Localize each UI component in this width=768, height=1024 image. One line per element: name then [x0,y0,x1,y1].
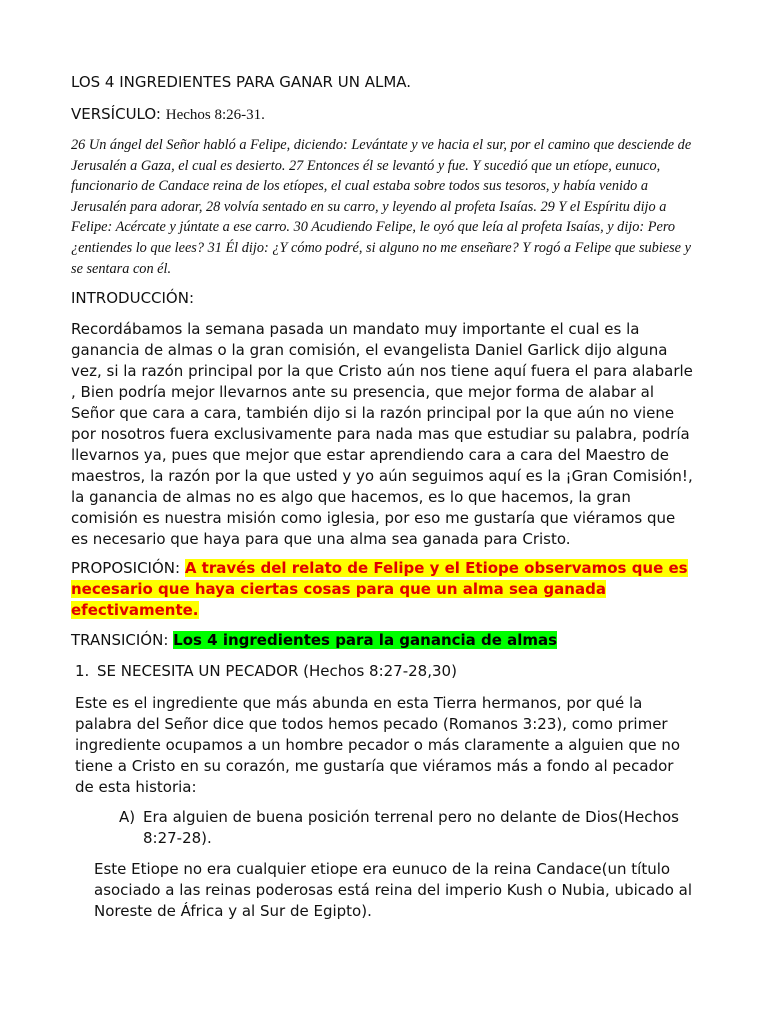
document-title: LOS 4 INGREDIENTES PARA GANAR UN ALMA. [71,73,412,91]
verse-text: 26 Un ángel del Señor habló a Felipe, diciendo: Levántate y ve hacia el sur, por el camino que desciende de Jerusalén a Gaza, el cual es desierto. 27 Entonces él se levantó y fue. Y sucedió que un etíope, eunuco, funcionario de Candace reina de los etíopes, el cual estaba sobre todos sus tesoros, y había venido a Jerusalén para adorar, 28 volvía sentado en su carro, y leyendo al profeta Isaías. 29 Y el Espíritu dijo a Felipe: Acércate y júntate a ese carro. 30 Acudiendo Felipe, le oyó que leía al profeta Isaías, y dijo: Pero ¿entiendes lo que lees? 31 Él dijo: ¿Y cómo podré, si alguno no me enseñare? Y rogó a Felipe que subiese y se sentara con él. [71,137,692,277]
proposition-highlight: A través del relato de Felipe y el Etiope observamos que es necesario que haya ciertas cosas para que un alma sea ganada efectivamente. [71,559,688,619]
introduction-heading: INTRODUCCIÓN: [71,289,195,307]
sub-point-a-text: Era alguien de buena posición terrenal pero no delante de Dios(Hechos 8:27-28). [143,808,679,847]
introduction-paragraph: Recordábamos la semana pasada un mandato muy importante el cual es la ganancia de almas o la gran comisión, el evangelista Daniel Garlick dijo alguna vez, si la razón principal por la que Cristo aún nos tiene aquí fuera el para alabarle , Bien podría mejor llevarnos ante su presencia, que mejor forma de alabar al Señor que cara a cara, también dijo si la razón principal por la que aún no viene por nosotros fuera exclusivamente para nada mas que estudiar su palabra, podría llevarnos ya, pues que mejor que estar aprendiendo cara a cara del Maestro de maestros, la razón por la que usted y yo aún seguimos aquí es la ¡Gran Comisión!, la ganancia de almas no es algo que hacemos, es lo que hacemos, la gran comisión es nuestra misión como iglesia, por eso me gustaría que viéramos que es necesario que haya para que una alma sea ganada para Cristo. [71,320,693,548]
proposition-line [71,558,697,621]
verse-reference-line [71,104,697,126]
transition-highlight: Los 4 ingredientes para la ganancia de almas [173,631,558,649]
versiculo-label: VERSÍCULO: [71,105,161,123]
versiculo-reference: Hechos 8:26-31. [165,107,265,123]
sub-point-a-label: A) [119,808,136,826]
point1-title: SE NECESITA UN PECADOR (Hechos 8:27-28,30) [97,662,457,680]
point1-paragraph: Este es el ingrediente que más abunda en esta Tierra hermanos, por qué la palabra del Señor dice que todos hemos pecado (Romanos 3:23), como primer ingrediente ocupamos a un hombre pecador o más claramente a alguien que no tiene a Cristo en su corazón, me gustaría que viéramos más a fondo al pecador de esta historia: [75,694,681,796]
proposition-label: PROPOSICIÓN: [71,559,181,577]
transition-line [71,630,697,651]
sub-point-a-paragraph: Este Etiope no era cualquier etiope era eunuco de la reina Candace(un título asociado a las reinas poderosas está reina del imperio Kush o Nubia, ubicado al Noreste de África y al Sur de Egipto). [94,860,693,920]
transition-label: TRANSICIÓN: [71,631,169,649]
point1-number: 1. [75,662,90,680]
